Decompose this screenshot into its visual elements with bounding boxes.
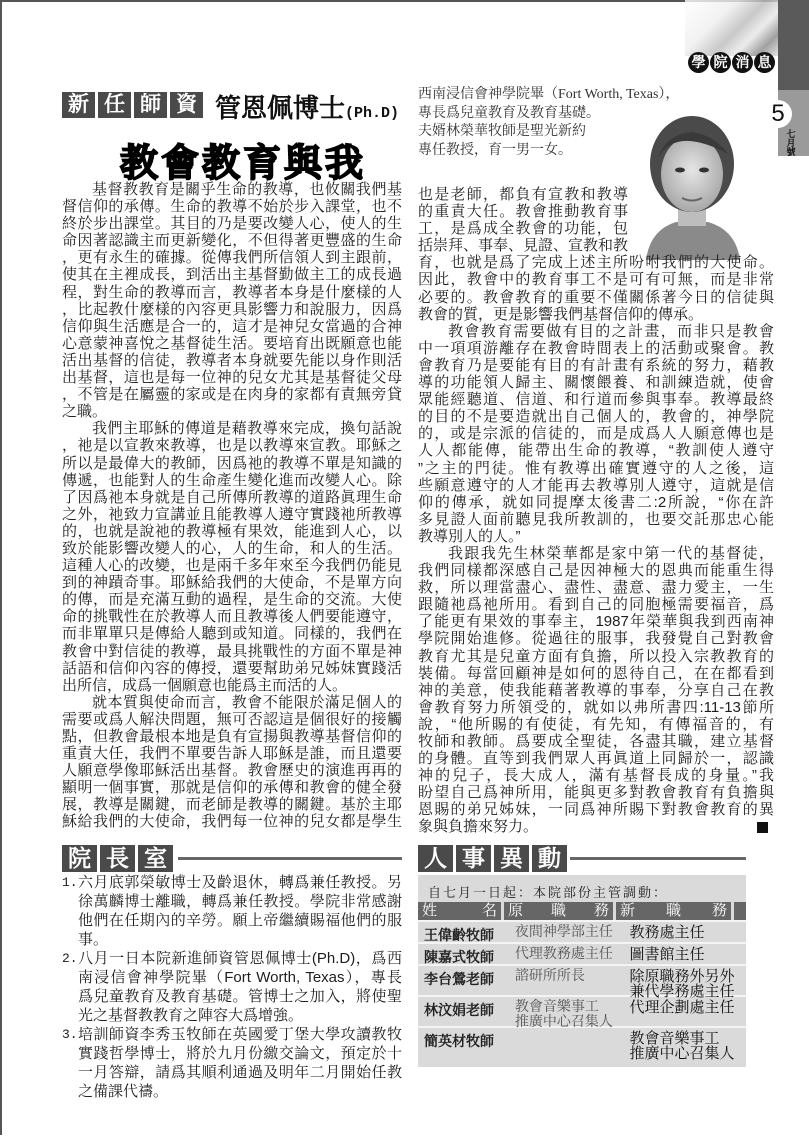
cell-line: 代理企劃處主任 [629,999,735,1016]
text-line: 的身體。直等到我們眾人再眞道上同歸於一，認識 [418,750,774,768]
text-line: 會教育乃是要能有目的有計畫有系統的努力，藉教 [418,356,774,374]
text-line: 我們主耶穌的傳道是藉教導來完成，換句話說 [92,420,402,438]
intro-line: 西南浸信會神學院畢（Fort Worth, Texas）， [418,87,680,102]
cell-name: 林汶娟老師 [424,1004,494,1019]
note-line: 徐萬麟博士離職，轉爲兼任教授。學院非常感謝 [78,893,402,910]
text-line: 點，但教會最根本地是負有宣揚與教導基督信仰的 [62,728,402,745]
personnel-header [418,845,567,872]
cell-line: 兼代學務處主任 [629,983,735,1000]
text-line: 基督教教育是關乎生命的教導，也攸關我們基 [92,181,402,198]
note-item [62,1025,402,1101]
text-line: 導的功能領人歸主、關懷餵養、和訓練造就，使會 [418,374,774,392]
text-line: 裝備。每當回顧神是如何的恩待自己，在在都看到 [418,664,774,682]
table-row [418,920,746,942]
cell-name: 陳嘉式牧師 [424,951,494,966]
header-char: 名 [481,902,497,919]
cell-line: 除原職務外另外 [629,968,735,985]
note-number: 1. [62,875,78,890]
personnel-table [418,875,746,1067]
page-number: 5 [764,100,792,128]
text-line: 命因著認識主而更新變化，不但得著更豐盛的生命 [62,232,402,250]
cell-line: 夜間神學部主任 [514,925,613,940]
note-number: 3. [62,1027,78,1042]
president-office-header [62,845,173,872]
header-char: 人 [418,845,453,872]
text-line: 心意蒙神喜悅之基督徒生活。要培育出既願意也能 [62,334,402,352]
text-line: 的目的不是要造就出自己個人的，教會的，神學院 [418,408,774,426]
text-line: 需要或爲人解決問題，無可否認這是個很好的接觸 [62,710,402,728]
cell-line: 諮研所所長 [514,969,585,984]
note-line: 之備課代禱。 [78,1083,169,1100]
section-char: 消 [732,52,753,73]
text-line: 之外，祂致力宣講並且能教導人遵守實踐祂所教導 [62,505,402,523]
text-line: 仰的傳承，就如同提摩太後書二:2所說，“你在許 [418,493,774,511]
end-mark-icon [757,822,768,833]
text-line: 教會中對信徒的教導，最具挑戰性的方面不單是神 [62,642,402,660]
kicker-tiles [62,92,203,118]
cell-name: 李台鶯老師 [424,973,494,988]
cell-new-position [625,1031,746,1060]
table-header [418,902,746,920]
section-char: 學 [688,52,709,73]
text-line: 些願意遵守的人才能再去教導別人遵守，這就是信 [418,476,774,494]
text-line: ，祂是以宣教來教導，也是以教導來宣教。耶穌之 [62,437,402,455]
note-line: 八月一日本院新進師資管恩佩博士(Ph.D)，爲西 [78,950,402,967]
text-line: 必要的。教會教育的重要不僅關係著今日的信徒與 [418,288,774,306]
text-line: 話語和信仰內容的傳授，還要幫助弟兄姊妹實踐活 [62,659,402,677]
kicker-char: 資 [170,92,203,118]
header-char: 職 [550,902,566,919]
note-line: 光之基督教教育之陣容大爲增強。 [78,1007,304,1024]
cell-name: 王偉齡牧師 [424,929,494,944]
text-line: 程，對生命的教導而言，教導者本身是什麼樣的人 [62,283,402,301]
text-line: 教會的質，更是影響我們基督信仰的傳承。 [418,305,704,323]
article-column-right [418,186,774,836]
kicker-char: 師 [134,92,167,118]
text-line: ，比起教什麼樣的內容更具影響力和說服力，因爲 [62,300,402,318]
paragraph [62,181,402,420]
intro-line: 專長爲兒童教育及教育基礎。 [418,105,600,121]
header-char: 姓 [422,902,438,919]
text-line: 恩賜的弟兄姊妹，一同爲神所賜下對教會教育的異 [418,801,774,819]
text-line: 會教育努力所領受的，就如以弗所書四:11-13節所 [418,698,774,716]
text-line: 中一項項游離存在教會時間表上的活動或聚會。教 [418,339,774,357]
text-line: 展，教導是關鍵，而老師是教導的關鍵。基於主耶 [62,796,402,814]
cell-old-position [509,1000,626,1030]
intro-line: 專任教授，育一男一女。 [418,142,572,158]
cell-line: 圖書館主任 [629,946,705,963]
text-line: 的，或是宗派的信徒的，而是成爲人人願意傳也是 [418,425,774,443]
table-intro: 自七月一日起：本院部份主管調動： [428,885,669,900]
text-line: 育，也就是爲了完成上述主所吩咐我們的大使命。 [418,254,774,272]
divider [178,857,402,860]
text-line: 使其在主裡成長，到活出主基督勤做主工的成長過 [62,266,402,284]
text-line: 信仰與生活應是合一的，這才是神兒女當過的合神 [62,317,402,335]
header-char: 異 [494,845,529,872]
cell-old-position [509,947,626,964]
president-office-notes [62,873,402,1101]
header-char: 職 [665,902,681,919]
text-line: 學院開始進修。從過往的服事，我發覺自己對教會 [418,630,774,648]
article-title: 教會教育與我 [120,143,367,185]
table-row [418,942,746,964]
section-badge [688,52,775,73]
note-line: 一月答辯，請爲其順利通過及明年二月開始任教 [78,1064,402,1081]
side-tab [778,0,809,90]
table-row [418,964,746,1000]
text-line: 我跟我先生林榮華都是家中第一代的基督徒， [448,544,774,562]
text-line: ，不管是在屬靈的家或是在肉身的家都有責無旁貸 [62,386,402,404]
cell-line: 教會音樂事工 [514,1000,599,1015]
article-column-left [62,181,402,831]
text-line: ”之主的門徒。惟有教導出確實遵守的人之後，這 [418,459,774,477]
cell-old-position [509,925,626,942]
note-item [62,873,402,949]
text-line: 而非單單只是傳給人聽到或知道。同樣的，我們在 [62,625,402,643]
text-line: 牧師和教師。爲要成全聖徒，各盡其職，建立基督 [418,733,774,750]
note-line: 爲兒童教育及教育基礎。管博士之加入，將使聖 [78,988,402,1005]
text-line: 象與負擔來努力。 [418,818,539,836]
text-line: 出基督，這也是每一位神的兒女尤其是基督徒父母 [62,369,402,387]
text-line: 顯明一個事實，那就是信仰的承傳和教會的健全發 [62,779,402,797]
paragraph [418,545,774,836]
text-line: 跟隨祂爲祂所用。看到自己的同胞極需要福音，爲 [418,596,774,614]
header-char: 新 [620,902,636,919]
text-line: 說，“他所賜的有使徒，有先知，有傳福音的，有 [418,715,774,733]
text-line: 的重責大任。教會推動教育事 [418,203,628,221]
header-char: 原 [508,902,524,919]
note-line: 實踐哲學博士，將於九月份繳交論文，預定於十 [78,1045,402,1062]
intro-line: 夫婿林榮華牧師是聖光新約 [418,124,586,139]
issue-label: 七月號 [786,129,796,157]
header-char: 院 [62,845,97,872]
text-line: 傳遞，也能對人的生命產生變化進而改變人心。除 [62,471,402,489]
text-line: 命的挑戰性在於教導人而且教導後人們要能遵守， [62,608,402,626]
text-line: 終於步出課堂。其目的乃是要改變人心，使人的生 [62,215,402,233]
text-line: 教導別人的人。” [418,527,521,545]
text-line: 人願意學像耶穌活出基督。教會歷史的演進再再的 [62,762,402,780]
desk-photo [685,0,778,56]
cell-line: 推廣中心召集人 [514,1015,613,1030]
paragraph [62,420,402,694]
header-char: 事 [456,845,491,872]
text-line: 神的美意，使我能藉著教導的事奉，分享自己在教 [418,681,774,699]
text-line: 人人都能傳，能帶出生命的教導，“教訓使人遵守 [418,442,774,460]
text-line: 的，也就是說祂的教導極有果效，能進到人心，以 [62,522,402,540]
section-char: 院 [710,52,731,73]
text-line: 盼望自己爲神所用，能與更多對教會教育有負擔與 [418,784,774,802]
text-line: 工，是爲成全教會的功能，包 [418,220,628,238]
header-char: 務 [593,902,609,919]
text-line: 教育尤其是兒童方面有負擔，所以投入宗教教育的 [418,647,774,665]
author-degree: (Ph.D) [345,105,400,122]
cell-line: 教會音樂事工 [629,1030,720,1047]
text-line: 活出基督的信徒，教導者本身就要先能以身作則活 [62,351,402,369]
text-line: 了因爲祂本身就是自己所傳所教導的道路眞理生命 [62,488,402,506]
header-char: 長 [100,845,135,872]
text-line: 眾能經聽道、信道、和行道而參與事奉。教導最終 [418,391,774,409]
text-line: 所以是最偉大的教師，因爲祂的教導不單是知識的 [62,454,402,472]
author: 管恩佩博士 [215,94,346,123]
header-char: 室 [138,845,173,872]
cell-new-position [625,968,746,1000]
text-line: 這種人心的改變，也是兩千多年來至今我們仍能見 [62,557,402,575]
table-row [418,995,746,1030]
text-line: 之職。 [62,403,108,421]
cell-new-position [625,947,746,964]
cell-line: 代理教務處主任 [514,947,613,962]
column-header [418,902,504,920]
text-line: 致於能影響改變人的心，人的生命，和人的生活。 [62,539,402,557]
text-line: 就本質與使命而言，教會不能限於滿足個人的 [92,693,402,711]
text-line: 多見證人面前聽見我所教訓的，也要交託那忠心能 [418,510,774,528]
kicker-char: 任 [98,92,131,118]
text-line: 穌給我們的大使命，我們每一位神的兒女都是學生 [62,813,402,831]
author-name [215,88,399,125]
text-line: 出所信，成爲一個願意也能爲主而活的人。 [62,676,348,694]
note-line: 南浸信會神學院畢（Fort Worth, Texas），專長 [78,969,402,986]
divider [570,857,746,860]
cell-old-position [509,969,626,995]
text-line: 也是老師，都負有宣教和教導 [418,186,628,203]
text-line: 教會教育需要做有目的之計畫，而非只是教會 [448,322,774,340]
text-line: ，更有永生的確據。從傳我們所信領人到主跟前， [62,249,402,267]
cell-old-position [509,1031,626,1060]
text-line: 我們同樣都深感自己是因神極大的恩典而能重生得 [418,562,774,580]
note-line: 事。 [78,931,109,948]
note-item [62,949,402,1025]
text-line: 的傳，而是充滿互動的過程，是生命的交流。大使 [62,591,402,609]
note-number: 2. [62,951,78,966]
paragraph [418,186,774,323]
paragraph [62,694,402,831]
table-row [418,1026,746,1060]
column-header [504,902,616,920]
note-line: 他們在任期內的辛勞。願上帝繼續賜福他們的服 [78,912,402,929]
cell-new-position [625,925,746,942]
text-line: 救，所以理當盡心、盡性、盡意、盡力愛主，一生 [418,579,774,597]
header-char: 務 [711,902,727,919]
note-line: 培訓師資李秀玉牧師在英國愛丁堡大學攻讀教牧 [78,1026,402,1043]
cell-line: 推廣中心召集人 [629,1045,735,1062]
cell-new-position [625,1000,746,1026]
header-char: 動 [532,845,567,872]
section-char: 息 [754,52,775,73]
text-line: 了能更有果效的事奉主，1987年榮華與我到西南神 [418,613,774,631]
text-line: 督信仰的承傳。生命的教導不始於步入課堂，也不 [62,198,402,216]
note-line: 六月底郭榮敏博士及齡退休，轉爲兼任教授。另 [78,874,402,891]
text-line: 到的神蹟奇事。耶穌給我們的大使命，不是單方向 [62,574,402,592]
column-header [616,902,734,920]
paragraph [418,323,774,545]
cell-line: 教務處主任 [629,924,705,941]
text-line: 因此，教會中的教育事工不是可有可無，而是非常 [418,271,774,289]
kicker-char: 新 [62,92,95,118]
cell-name: 簡英材牧師 [424,1035,494,1050]
text-line: 神的兒子，長大成人，滿有基督長成的身量。”我 [418,767,774,785]
text-line: 重責大任，我們不單要告訴人耶穌是誰，而且還要 [62,745,402,763]
text-line: 括崇拜、事奉、見證、宣教和教 [418,237,629,255]
